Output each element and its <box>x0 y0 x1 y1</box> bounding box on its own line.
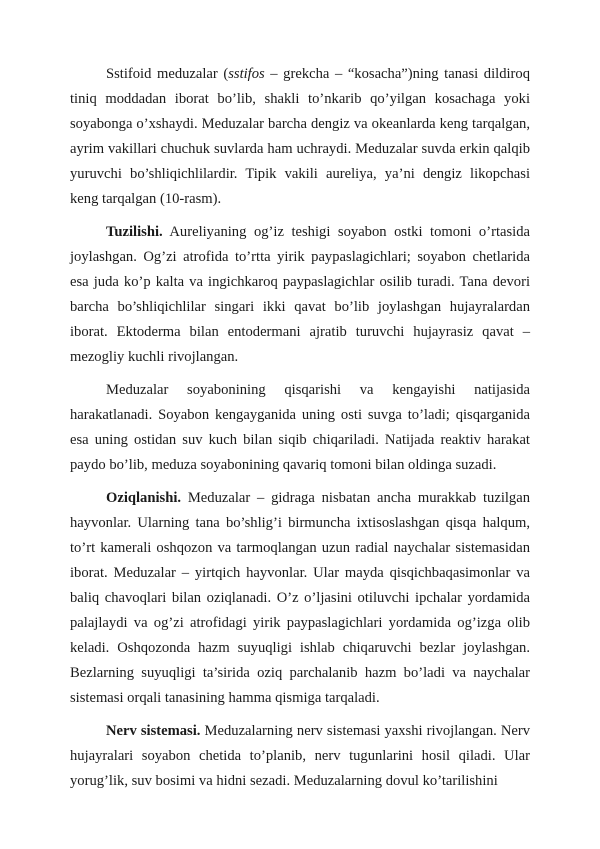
paragraph-structure <box>70 220 530 370</box>
heading-structure: Tuzilishi. <box>106 224 163 240</box>
paragraph-movement <box>70 378 530 478</box>
paragraph-intro <box>70 62 530 212</box>
paragraph-nervous-system <box>70 719 530 794</box>
paragraph-feeding-text: Meduzalar – gidraga nisbatan ancha murakkab tuzilgan hayvonlar. Ularning tana bo’shlig’i birmuncha ixtisoslashgan qisqa halqum, to’rt kamerali oshqozon va tarmoqlangan uzun radial naychalar sistemasidan iborat. Meduzalar – yirtqich hayvonlar. Ular mayda qisqichbaqasimonlar va baliq chavoqlari bilan oziqlanadi. O’z o’ljasini otiluvchi ipchalar yordamida palajlaydi va og’zi atrofidagi yirik paypaslagichlari yordamida og’izga olib keladi. Oshqozonda hazm suyuqligi ishlab chiqaruvchi bezlar joylashgan. Bezlarning suyuqligi ta’sirida oziq parchalanib hazm bo’ladi va naychalar sistemasi orqali tanasining hamma qismiga tarqaladi. <box>70 490 530 706</box>
paragraph-feeding <box>70 486 530 711</box>
term-sstifos: sstifos <box>228 66 265 82</box>
paragraph-intro-text: Sstifoid meduzalar ( <box>106 66 229 82</box>
paragraph-movement-text: Meduzalar soyabonining qisqarishi va kengayishi natijasida harakatlanadi. Soyabon kengayganida uning osti suvga to’ladi; qisqarganida esa uning ostidan suv kuch bilan siqib chiqariladi. Natijada reaktiv harakat paydo bo’lib, meduza soyabonining qavariq tomoni bilan oldinga suzadi. <box>70 382 530 473</box>
heading-nervous-system: Nerv sistemasi. <box>106 723 201 739</box>
paragraph-nervous-system-text: Meduzalarning nerv sistemasi yaxshi rivojlangan. Nerv hujayralari soyabon chetida to’planib, nerv tugunlarini hosil qiladi. Ular yorug’lik, suv bosimi va hidni sezadi. Meduzalarning dovul ko’tarilishini <box>70 723 530 789</box>
document-page <box>70 62 530 802</box>
paragraph-intro-text-rest: – grekcha – “kosacha”)ning tanasi dildiroq tiniq moddadan iborat bo’lib, shakli to’nkarib qo’yilgan kosachaga yoki soyabonga o’xshaydi. Meduzalar barcha dengiz va okeanlarda keng tarqalgan, ayrim vakillari chuchuk suvlarda ham uchraydi. Meduzalar suvda erkin qalqib yuruvchi bo’shliqichlilardir. Tipik vakili aureliya, ya’ni dengiz likopchasi keng tarqalgan (10-rasm). <box>70 66 531 207</box>
heading-feeding: Oziqlanishi. <box>106 490 182 506</box>
paragraph-structure-text: Aureliyaning og’iz teshigi soyabon ostki tomoni o’rtasida joylashgan. Og’zi atrofida to’rtta yirik paypaslagichlari; soyabon chetlarida esa juda ko’p kalta va ingichkaroq paypaslagichlar osilib turadi. Tana devori barcha bo’shliqichlilar singari ikki qavat bo’lib joylashgan hujayralardan iborat. Ektoderma bilan entodermani ajratib turuvchi hujayrasiz qavat – mezogliy kuchli rivojlangan. <box>70 224 530 365</box>
